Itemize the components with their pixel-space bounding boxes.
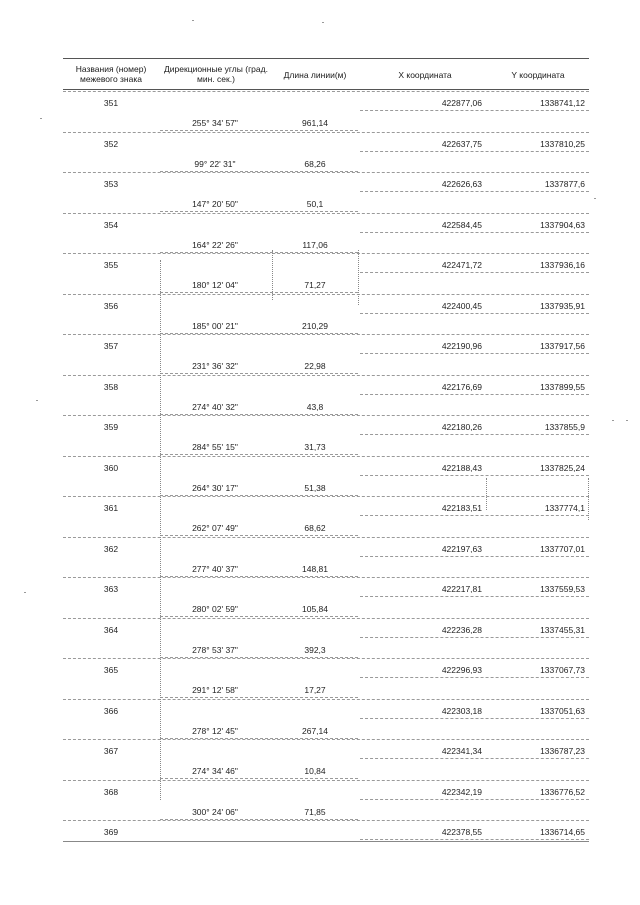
row-rule	[160, 252, 358, 253]
point-y: 1337455,31	[540, 624, 585, 635]
row-rule	[360, 110, 589, 111]
point-mark: 355	[103, 260, 119, 270]
segment-angle: 262° 07' 49"	[192, 523, 238, 533]
row-rule	[360, 596, 589, 597]
header-y: Y координата	[511, 70, 565, 80]
row-rule	[63, 132, 589, 133]
row-rule	[360, 799, 589, 800]
row-rule	[63, 91, 589, 92]
point-mark: 369	[103, 827, 119, 837]
point-y: 1337855,9	[544, 422, 585, 432]
row-rule	[360, 475, 589, 476]
point-x: 422296,93	[441, 665, 482, 675]
point-y: 1337917,56	[540, 341, 585, 351]
point-mark: 356	[103, 300, 119, 311]
segment-length: 43,8	[306, 401, 324, 412]
scan-speck	[322, 22, 324, 23]
point-y: 1338741,12	[540, 98, 585, 108]
row-rule	[63, 334, 589, 335]
row-rule	[63, 213, 589, 214]
column-divider	[272, 250, 273, 300]
row-rule	[160, 292, 358, 293]
scan-speck	[594, 198, 596, 199]
point-x: 422378,55	[441, 827, 482, 837]
scan-speck	[192, 20, 194, 21]
point-x: 422877,06	[441, 98, 482, 108]
point-x: 422197,63	[441, 543, 482, 554]
table-top-rule	[63, 58, 589, 59]
point-y: 1336714,65	[540, 827, 585, 837]
segment-angle: 284° 55' 15"	[192, 442, 238, 452]
row-rule	[63, 699, 589, 700]
column-divider	[588, 478, 589, 520]
segment-angle: 274° 34' 46"	[192, 766, 238, 776]
segment-length: 961,14	[302, 118, 328, 128]
point-mark: 352	[103, 138, 119, 149]
point-x: 422190,96	[441, 341, 482, 351]
point-mark: 366	[103, 705, 119, 716]
segment-angle: 278° 53' 37"	[192, 644, 238, 655]
point-y: 1337935,91	[540, 300, 585, 311]
segment-length: 392,3	[304, 644, 326, 655]
row-rule	[360, 313, 589, 314]
row-rule	[360, 394, 589, 395]
row-rule	[160, 697, 358, 698]
point-x: 422342,19	[441, 786, 482, 797]
row-rule	[160, 778, 358, 779]
scan-speck	[24, 592, 26, 593]
point-mark: 353	[103, 179, 119, 189]
column-divider	[358, 250, 359, 305]
point-mark: 354	[103, 219, 119, 230]
point-mark: 364	[103, 624, 119, 635]
row-rule	[160, 495, 358, 496]
row-rule	[63, 375, 589, 376]
row-rule	[63, 820, 589, 821]
row-rule	[360, 637, 589, 638]
row-rule	[160, 211, 358, 212]
point-x: 422637,75	[441, 138, 482, 149]
point-y: 1336787,23	[540, 746, 585, 756]
segment-length: 148,81	[302, 563, 328, 574]
scan-speck	[626, 420, 628, 421]
point-x: 422180,26	[441, 422, 482, 432]
segment-length: 71,85	[304, 806, 326, 817]
point-mark: 361	[103, 503, 119, 513]
point-x: 422303,18	[441, 705, 482, 716]
point-y: 1337774,1	[544, 503, 585, 513]
row-rule	[63, 739, 589, 740]
row-rule	[63, 577, 589, 578]
segment-length: 17,27	[304, 685, 326, 695]
point-y: 1337936,16	[540, 260, 585, 270]
segment-length: 31,73	[304, 442, 326, 452]
segment-angle: 255° 34' 57"	[192, 118, 238, 128]
row-rule	[63, 172, 589, 173]
segment-angle: 264° 30' 17"	[192, 482, 238, 493]
row-rule	[360, 191, 589, 192]
row-rule	[360, 677, 589, 678]
segment-length: 10,84	[304, 766, 326, 776]
point-y: 1337559,53	[540, 584, 585, 594]
point-x: 422217,81	[441, 584, 482, 594]
segment-angle: 231° 36' 32"	[192, 361, 238, 371]
segment-length: 117,06	[302, 239, 328, 250]
column-divider	[160, 260, 161, 800]
row-rule	[160, 535, 358, 536]
row-rule	[160, 454, 358, 455]
scan-speck	[612, 420, 614, 421]
row-rule	[360, 839, 589, 840]
row-rule	[160, 819, 358, 820]
point-x: 422188,43	[441, 462, 482, 473]
row-rule	[63, 658, 589, 659]
row-rule	[360, 515, 589, 516]
point-y: 1337825,24	[540, 462, 585, 473]
segment-angle: 99° 22' 31"	[194, 158, 236, 169]
point-x: 422400,45	[441, 300, 482, 311]
table-bottom-rule	[63, 841, 589, 842]
row-rule	[360, 556, 589, 557]
row-rule	[360, 718, 589, 719]
point-y: 1337707,01	[540, 543, 585, 554]
point-y: 1336776,52	[540, 786, 585, 797]
segment-angle: 291° 12' 58"	[192, 685, 238, 695]
point-y: 1337899,55	[540, 381, 585, 392]
segment-length: 105,84	[302, 604, 328, 614]
point-y: 1337051,63	[540, 705, 585, 716]
point-mark: 365	[103, 665, 119, 675]
row-rule	[63, 456, 589, 457]
row-rule	[360, 232, 589, 233]
point-x: 422183,51	[441, 503, 482, 513]
column-divider	[486, 478, 487, 510]
row-rule	[63, 415, 589, 416]
row-rule	[63, 496, 589, 497]
row-rule	[360, 758, 589, 759]
point-mark: 367	[103, 746, 119, 756]
point-mark: 362	[103, 543, 119, 554]
row-rule	[63, 294, 589, 295]
point-x: 422176,69	[441, 381, 482, 392]
point-y: 1337877,6	[544, 179, 585, 189]
segment-angle: 180° 12' 04"	[192, 280, 238, 290]
segment-angle: 277° 40' 37"	[192, 563, 238, 574]
segment-length: 51,38	[304, 482, 326, 493]
point-mark: 358	[103, 381, 119, 392]
segment-angle: 300° 24' 06"	[192, 806, 238, 817]
row-rule	[160, 130, 358, 131]
row-rule	[63, 780, 589, 781]
segment-angle: 280° 02' 59"	[192, 604, 238, 614]
row-rule	[360, 353, 589, 354]
segment-angle: 147° 20' 50"	[192, 199, 238, 209]
segment-angle: 278° 12' 45"	[192, 725, 238, 736]
point-mark: 368	[103, 786, 119, 797]
header-mark: Названия (номер) межевого знака	[75, 64, 147, 84]
segment-length: 267,14	[302, 725, 328, 736]
point-mark: 351	[103, 98, 119, 108]
row-rule	[360, 434, 589, 435]
row-rule	[63, 618, 589, 619]
point-mark: 363	[103, 584, 119, 594]
row-rule	[63, 537, 589, 538]
segment-length: 210,29	[302, 320, 328, 331]
segment-length: 68,62	[304, 523, 326, 533]
point-y: 1337904,63	[540, 219, 585, 230]
point-x: 422626,63	[441, 179, 482, 189]
segment-length: 22,98	[304, 361, 326, 371]
scan-speck	[40, 118, 42, 119]
row-rule	[160, 171, 358, 172]
row-rule	[160, 738, 358, 739]
row-rule	[160, 333, 358, 334]
header-x: X координата	[398, 70, 452, 80]
row-rule	[360, 272, 589, 273]
header-bottom-rule	[63, 89, 589, 90]
segment-length: 71,27	[304, 280, 326, 290]
row-rule	[160, 576, 358, 577]
segment-angle: 164° 22' 26"	[192, 239, 238, 250]
point-mark: 360	[103, 462, 119, 473]
point-x: 422236,28	[441, 624, 482, 635]
point-mark: 357	[103, 341, 119, 351]
row-rule	[160, 414, 358, 415]
point-x: 422584,45	[441, 219, 482, 230]
point-x: 422471,72	[441, 260, 482, 270]
point-y: 1337067,73	[540, 665, 585, 675]
segment-angle: 185° 00' 21"	[192, 320, 238, 331]
scan-speck	[36, 400, 38, 401]
header-length: Длина линии(м)	[283, 70, 347, 80]
segment-length: 50,1	[306, 199, 324, 209]
header-angle: Дирекционные углы (град. мин. сек.)	[164, 64, 268, 84]
row-rule	[63, 253, 589, 254]
segment-angle: 274° 40' 32"	[192, 401, 238, 412]
point-mark: 359	[103, 422, 119, 432]
row-rule	[160, 373, 358, 374]
row-rule	[360, 151, 589, 152]
point-x: 422341,34	[441, 746, 482, 756]
point-y: 1337810,25	[540, 138, 585, 149]
row-rule	[160, 657, 358, 658]
segment-length: 68,26	[304, 158, 326, 169]
row-rule	[160, 616, 358, 617]
